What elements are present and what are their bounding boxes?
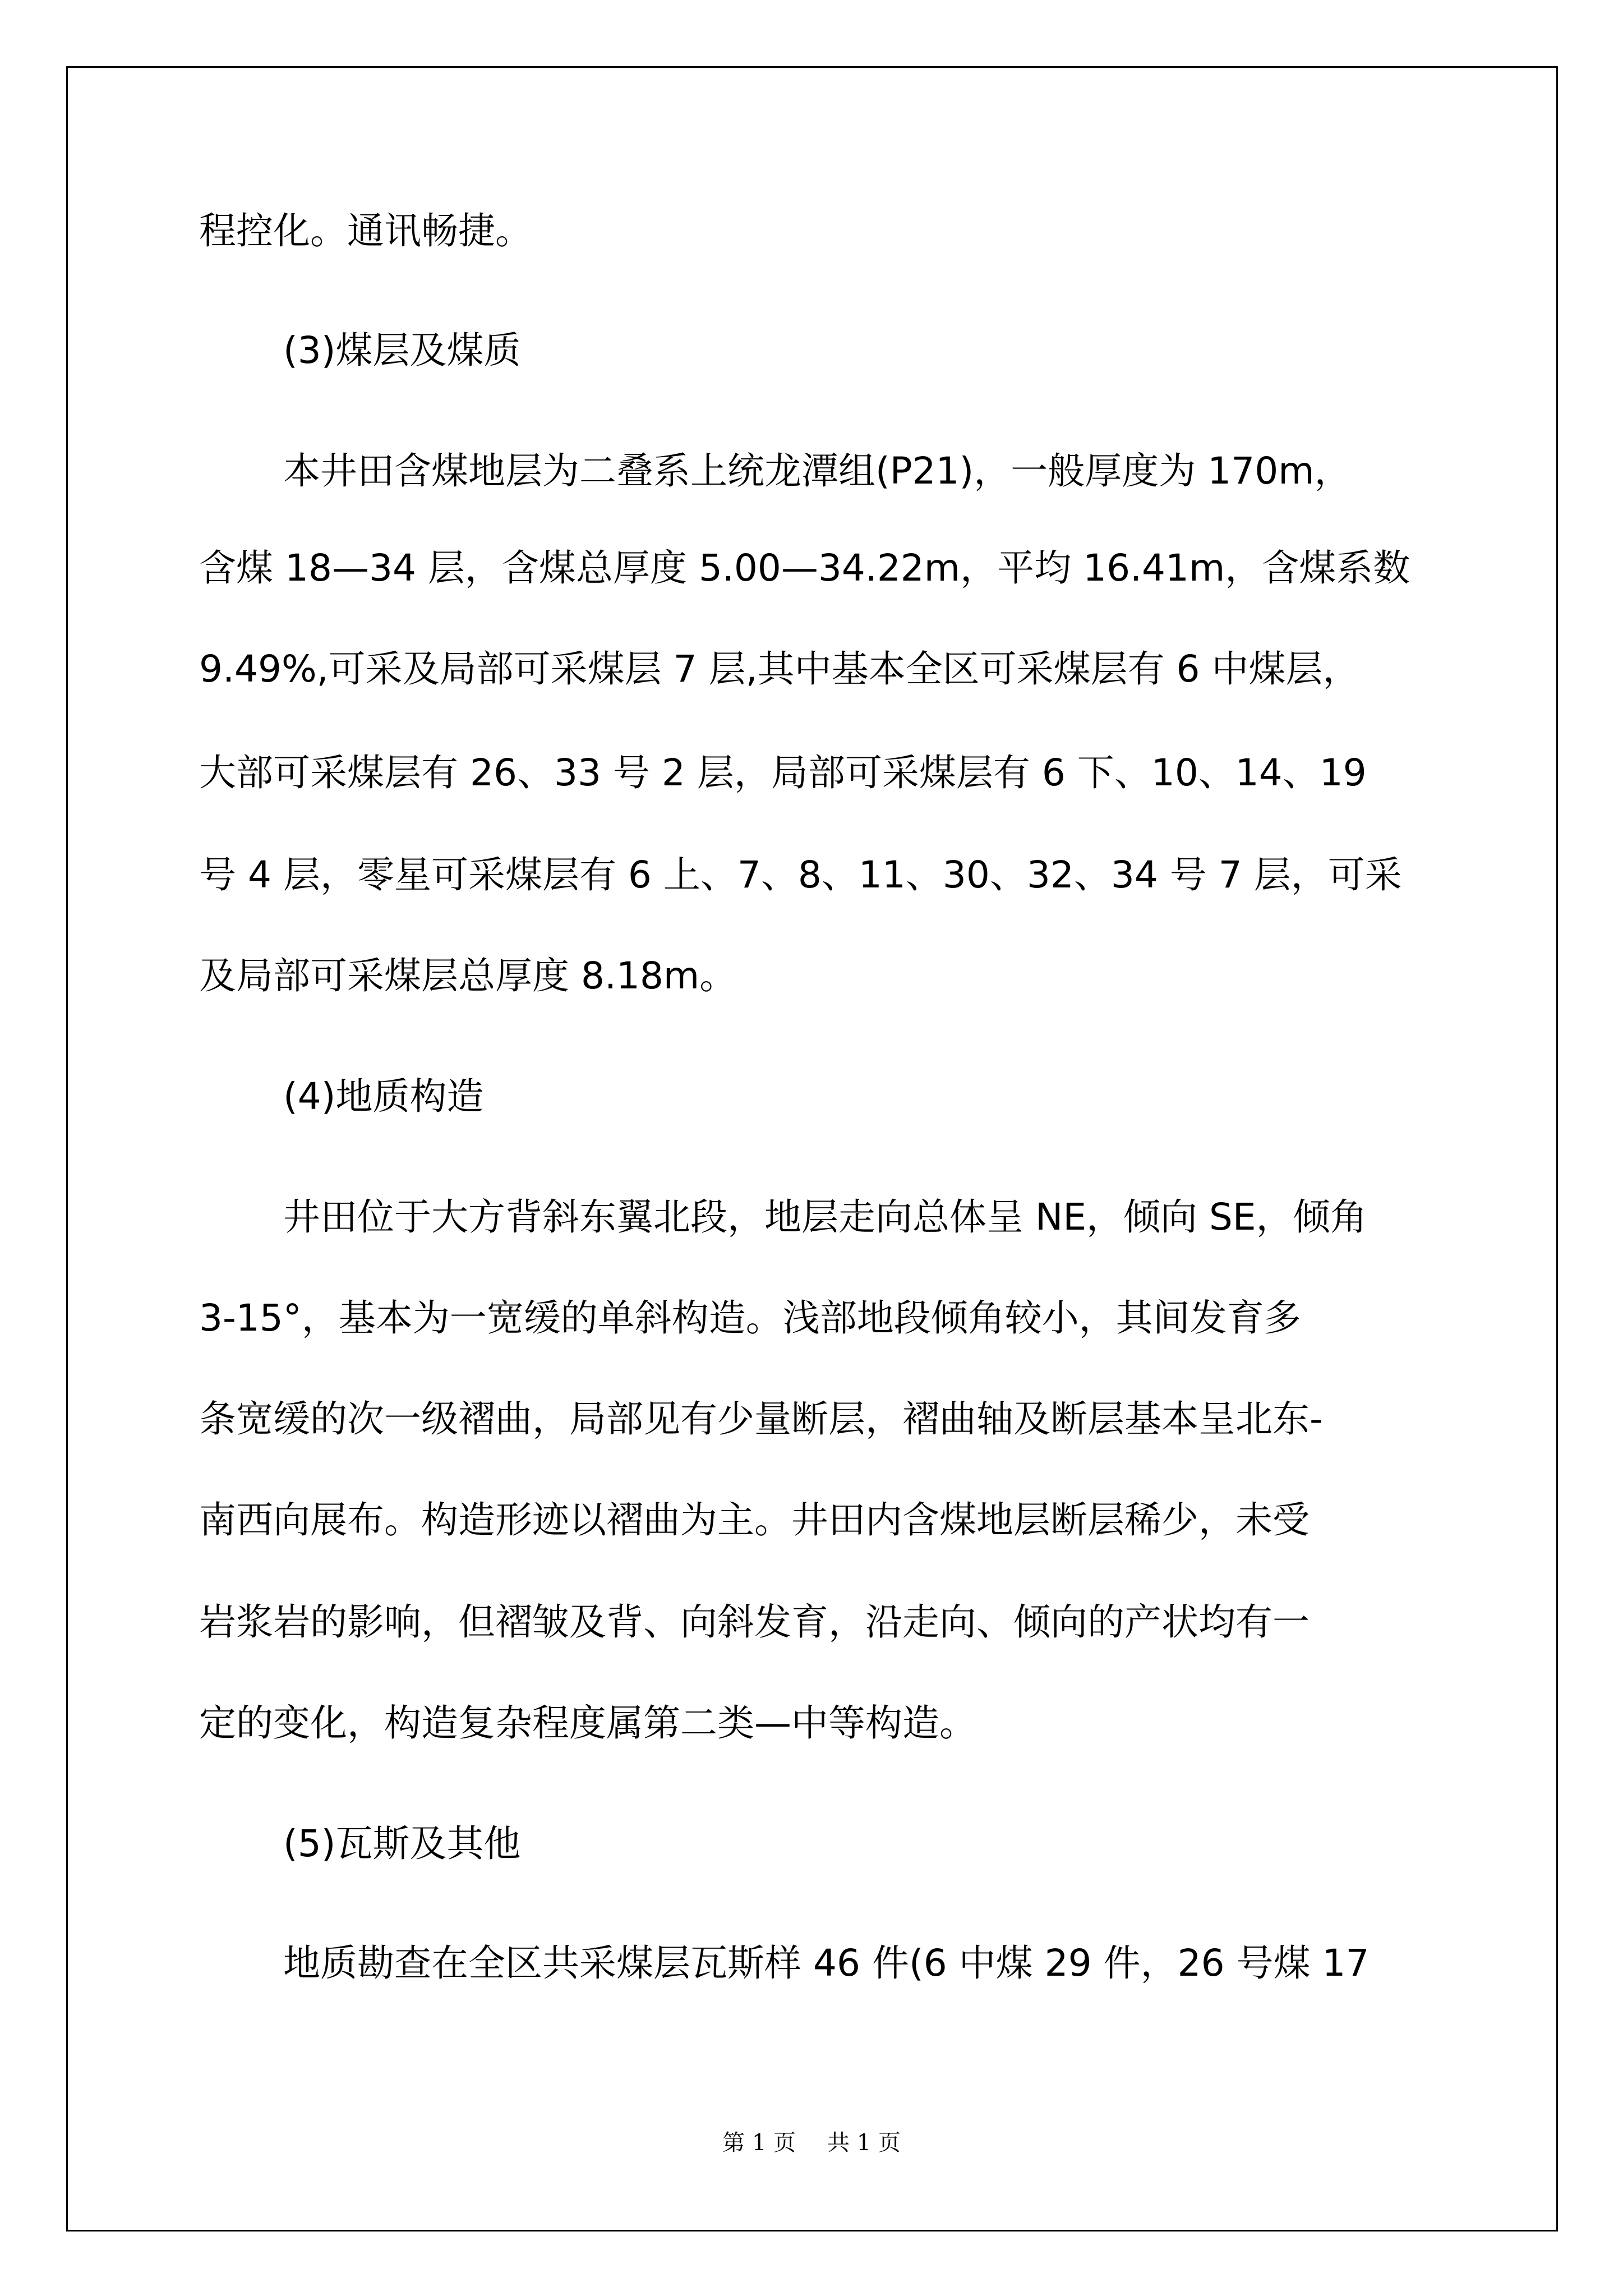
body-line-14: 岩浆岩的影响，但褶皱及背、向斜发育，沿走向、倾向的产状均有一 [199,1600,1310,1644]
section-heading-coal-seam: (3)煤层及煤质 [283,329,521,372]
body-line-17: 地质勘查在全区共采煤层瓦斯样 46 件(6 中煤 29 件，26 号煤 17 [283,1941,1370,1985]
page-border [66,66,1558,2231]
body-line-3: 本井田含煤地层为二叠系上统龙潭组(P21)，一般厚度为 170m， [283,449,1352,493]
page-number-total: 共 1 页 [827,2130,901,2156]
section-heading-geologic-structure: (4)地质构造 [283,1075,484,1118]
page-number-current: 第 1 页 [722,2130,796,2156]
body-line-13: 南西向展布。构造形迹以褶曲为主。井田内含煤地层断层稀少，未受 [199,1498,1310,1542]
body-line-5: 9.49%,可采及局部可采煤层 7 层,其中基本全区可采煤层有 6 中煤层， [199,647,1360,691]
body-line-12: 条宽缓的次一级褶曲，局部见有少量断层，褶曲轴及断层基本呈北东- [199,1397,1323,1441]
body-line-8: 及局部可采煤层总厚度 8.18m。 [199,954,737,997]
body-line-4: 含煤 18—34 层，含煤总厚度 5.00—34.22m，平均 16.41m，含煤系数 [199,546,1410,590]
page-footer [0,2126,1623,2160]
body-line-15: 定的变化，构造复杂程度属第二类—中等构造。 [199,1701,976,1745]
body-line-6: 大部可采煤层有 26、33 号 2 层，局部可采煤层有 6 下、10、14、19 [199,751,1367,794]
section-heading-gas: (5)瓦斯及其他 [283,1822,521,1865]
body-line-1: 程控化。通讯畅捷。 [199,209,532,252]
body-line-11: 3-15°，基本为一宽缓的单斜构造。浅部地段倾角较小，其间发育多 [199,1296,1301,1340]
body-line-10: 井田位于大方背斜东翼北段，地层走向总体呈 NE，倾向 SE，倾角 [283,1195,1367,1239]
body-line-7: 号 4 层，零星可采煤层有 6 上、7、8、11、30、32、34 号 7 层，可采 [199,853,1402,896]
